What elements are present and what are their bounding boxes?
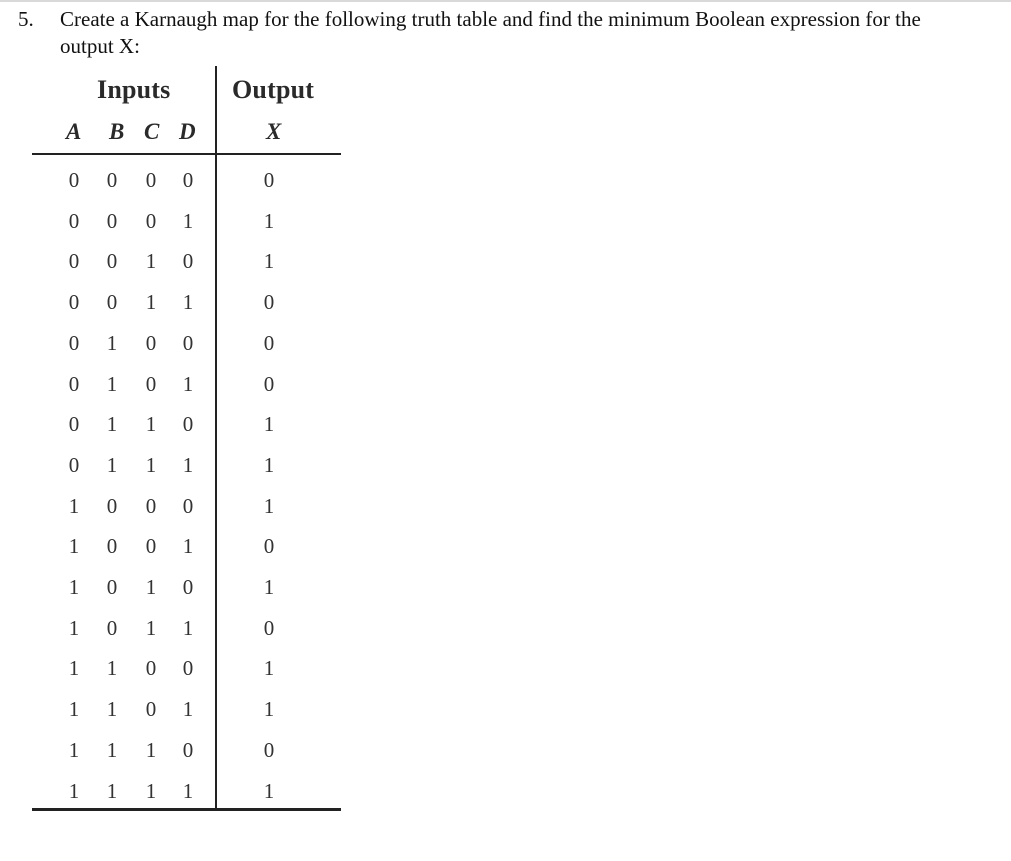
input-cell: 0 [182, 656, 194, 680]
input-cell: 1 [68, 616, 80, 640]
input-cell: 1 [68, 494, 80, 518]
input-cell: 0 [182, 738, 194, 762]
input-cell: 0 [68, 290, 80, 314]
input-cell: 1 [182, 372, 194, 396]
question-number: 5. [18, 7, 34, 31]
input-cell: 1 [68, 738, 80, 762]
output-cell: 0 [263, 168, 275, 192]
input-cell: 1 [182, 616, 194, 640]
column-divider [215, 66, 217, 810]
output-cell: 0 [263, 534, 275, 558]
input-cell: 1 [68, 656, 80, 680]
input-cell: 0 [145, 656, 157, 680]
header-divider [32, 153, 341, 155]
input-cell: 0 [145, 168, 157, 192]
input-cell: 0 [145, 372, 157, 396]
input-var-a: A [66, 119, 82, 144]
input-cell: 0 [106, 534, 118, 558]
output-header: Output [232, 75, 315, 104]
input-cell: 1 [106, 697, 118, 721]
input-cell: 0 [106, 290, 118, 314]
input-cell: 0 [68, 168, 80, 192]
input-cell: 1 [68, 575, 80, 599]
input-cell: 0 [68, 331, 80, 355]
output-cell: 1 [263, 209, 275, 233]
output-cell: 1 [263, 249, 275, 273]
input-cell: 0 [106, 616, 118, 640]
output-cell: 0 [263, 616, 275, 640]
output-cell: 1 [263, 494, 275, 518]
input-cell: 1 [182, 534, 194, 558]
input-cell: 0 [145, 534, 157, 558]
input-cell: 0 [68, 453, 80, 477]
input-cell: 1 [145, 616, 157, 640]
question-text: Create a Karnaugh map for the following truth table and find the minimum Boolean expression for the output X: [60, 7, 921, 58]
input-cell: 0 [182, 249, 194, 273]
input-cell: 0 [106, 575, 118, 599]
input-cell: 1 [182, 453, 194, 477]
output-cell: 1 [263, 656, 275, 680]
input-cell: 1 [145, 779, 157, 803]
output-cell: 1 [263, 575, 275, 599]
input-cell: 0 [106, 168, 118, 192]
input-cell: 0 [145, 209, 157, 233]
input-cell: 1 [145, 249, 157, 273]
output-cell: 0 [263, 331, 275, 355]
input-cell: 1 [106, 779, 118, 803]
output-cell: 1 [263, 779, 275, 803]
input-var-d: D [179, 119, 196, 144]
input-cell: 0 [182, 575, 194, 599]
input-cell: 1 [106, 738, 118, 762]
input-cell: 0 [145, 697, 157, 721]
input-cell: 1 [182, 290, 194, 314]
input-cell: 1 [106, 372, 118, 396]
output-cell: 0 [263, 372, 275, 396]
input-cell: 1 [145, 290, 157, 314]
input-cell: 0 [182, 331, 194, 355]
input-cell: 0 [68, 249, 80, 273]
input-cell: 1 [106, 331, 118, 355]
input-cell: 0 [106, 209, 118, 233]
input-cell: 0 [68, 412, 80, 436]
input-cell: 0 [68, 209, 80, 233]
input-cell: 0 [182, 168, 194, 192]
input-cell: 1 [145, 412, 157, 436]
input-var-c: C [144, 119, 160, 144]
input-cell: 1 [182, 697, 194, 721]
input-cell: 0 [106, 249, 118, 273]
output-cell: 0 [263, 290, 275, 314]
bottom-rule [32, 808, 341, 811]
input-cell: 0 [182, 412, 194, 436]
output-cell: 1 [263, 697, 275, 721]
input-cell: 1 [68, 534, 80, 558]
input-cell: 1 [68, 697, 80, 721]
input-cell: 1 [145, 453, 157, 477]
input-cell: 0 [182, 494, 194, 518]
output-cell: 0 [263, 738, 275, 762]
input-cell: 1 [106, 412, 118, 436]
input-cell: 1 [145, 738, 157, 762]
output-cell: 1 [263, 453, 275, 477]
inputs-header: Inputs [97, 75, 171, 104]
input-var-b: B [109, 119, 125, 144]
input-cell: 1 [106, 656, 118, 680]
input-cell: 1 [182, 779, 194, 803]
input-cell: 1 [145, 575, 157, 599]
output-cell: 1 [263, 412, 275, 436]
input-cell: 1 [106, 453, 118, 477]
output-var-x: X [266, 119, 282, 144]
input-cell: 0 [145, 494, 157, 518]
input-cell: 0 [145, 331, 157, 355]
input-cell: 1 [68, 779, 80, 803]
input-cell: 0 [68, 372, 80, 396]
input-cell: 0 [106, 494, 118, 518]
input-cell: 1 [182, 209, 194, 233]
